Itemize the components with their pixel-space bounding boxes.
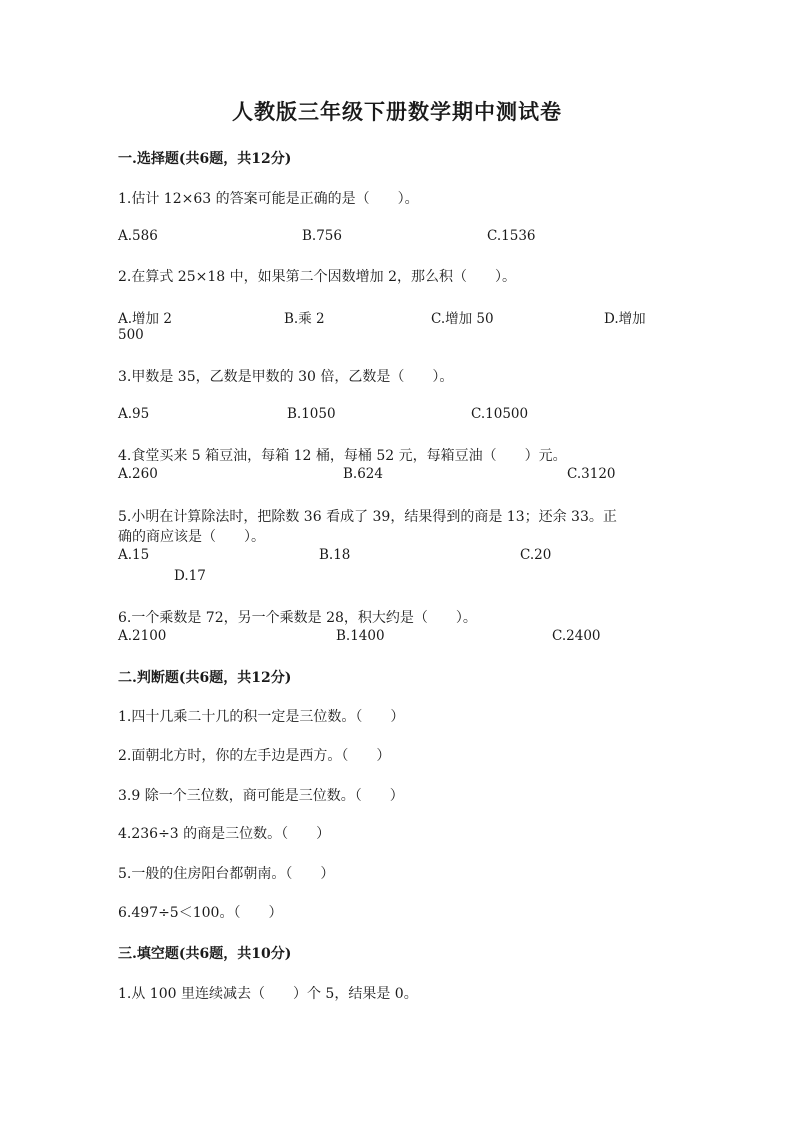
section-heading-judgment: 二.判断题(共6题，共12分) [118,670,292,686]
judgment-item: 6.497÷5＜100。（ ） [118,905,283,921]
page-title: 人教版三年级下册数学期中测试卷 [232,99,562,124]
question-text: 4.食堂买来 5 箱豆油，每箱 12 桶，每桶 52 元，每箱豆油（ ）元。 [118,448,567,464]
option: B.624 [343,466,383,482]
option: B.18 [319,547,351,563]
option-wrap: 500 [118,327,144,343]
judgment-item: 3.9 除一个三位数，商可能是三位数。（ ） [118,788,404,804]
option: C.20 [520,547,552,563]
judgment-item: 1.四十几乘二十几的积一定是三位数。（ ） [118,709,405,725]
option: C.2400 [552,628,601,644]
option: D.17 [174,568,206,584]
option: C.3120 [567,466,616,482]
option: B.1400 [336,628,385,644]
judgment-item: 5.一般的住房阳台都朝南。（ ） [118,866,335,882]
section-heading-choice: 一.选择题(共6题，共12分) [118,151,292,167]
option: A.15 [118,547,150,563]
question-text: 2.在算式 25×18 中，如果第二个因数增加 2，那么积（ ）。 [118,269,516,285]
question-text: 6.一个乘数是 72，另一个乘数是 28，积大约是（ ）。 [118,610,477,626]
question-text: 5.小明在计算除法时，把除数 36 看成了 39，结果得到的商是 13；还余 33。正 [118,509,617,525]
judgment-item: 2.面朝北方时，你的左手边是西方。（ ） [118,748,391,764]
fill-item: 1.从 100 里连续减去（ ）个 5，结果是 0。 [118,986,418,1002]
option: A.586 [118,228,158,244]
option: A.260 [118,466,158,482]
option: C.1536 [487,228,536,244]
option: B.乘 2 [284,311,325,327]
question-text: 3.甲数是 35，乙数是甲数的 30 倍，乙数是（ ）。 [118,369,454,385]
option: A.增加 2 [118,311,172,327]
section-heading-fill: 三.填空题(共6题，共10分) [118,946,292,962]
option: C.增加 50 [431,311,494,327]
option: B.1050 [287,406,336,422]
option: A.95 [118,406,150,422]
option: C.10500 [471,406,529,422]
question-text: 1.估计 12×63 的答案可能是正确的是（ ）。 [118,191,419,207]
option: A.2100 [118,628,167,644]
judgment-item: 4.236÷3 的商是三位数。（ ） [118,826,331,842]
question-text-continued: 确的商应该是（ ）。 [118,529,265,545]
option: D.增加 [604,311,646,327]
option: B.756 [302,228,342,244]
